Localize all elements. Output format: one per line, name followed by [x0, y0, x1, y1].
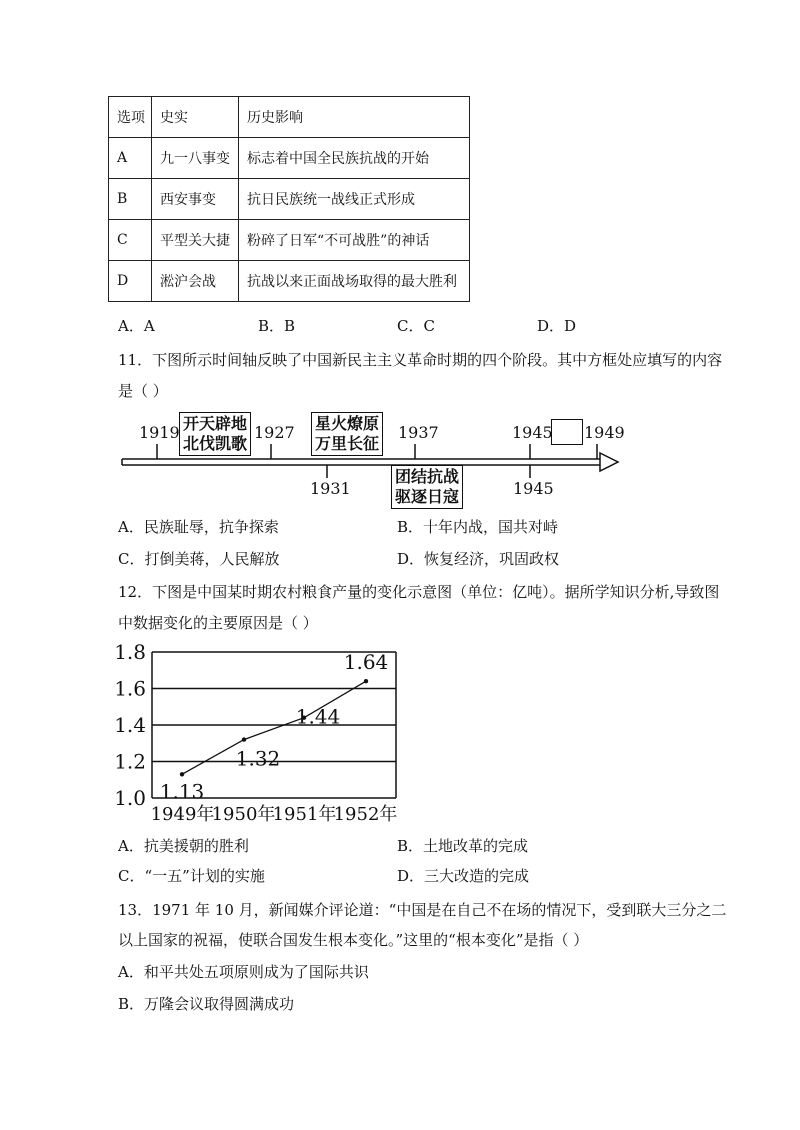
y-tick-label: 1.6 — [114, 676, 146, 701]
timeline-year: 1945 — [513, 479, 554, 498]
table-cell: 粉碎了日军“不可战胜”的神话 — [239, 220, 470, 261]
y-tick-label: 1.8 — [114, 640, 146, 664]
table-header-cell: 选项 — [109, 97, 152, 138]
table-row — [109, 179, 470, 220]
timeline-blank-box[interactable] — [551, 419, 583, 445]
q10-option-d[interactable]: D．D — [537, 317, 577, 335]
data-point — [180, 772, 184, 776]
table-cell: 标志着中国全民族抗战的开始 — [239, 138, 470, 179]
q11-option-d[interactable]: D．恢复经济，巩固政权 — [397, 550, 560, 568]
table-cell: D — [109, 261, 152, 302]
y-tick-label: 1.4 — [114, 713, 146, 737]
data-point — [364, 679, 368, 683]
y-tick-label: 1.2 — [114, 749, 146, 774]
data-label: 1.44 — [295, 704, 341, 729]
q10-option-c[interactable]: C．C — [397, 317, 435, 335]
timeline-box-line: 北伐凯歌 — [183, 434, 248, 453]
timeline-box-stage2 — [311, 412, 383, 456]
table-header-cell: 历史影响 — [239, 97, 470, 138]
x-tick-label: 1951年 — [272, 804, 337, 825]
q11-option-a[interactable]: A．民族耻辱，抗争探索 — [118, 518, 279, 536]
timeline-box-line: 团结抗战 — [395, 467, 460, 486]
timeline-box-line: 开天辟地 — [183, 414, 248, 433]
q10-option-a[interactable]: A．A — [118, 317, 155, 335]
q11-option-c[interactable]: C．打倒美蒋，人民解放 — [118, 550, 280, 568]
q12-stem-line1: 12．下图是中国某时期农村粮食产量的变化示意图（单位：亿吨）。据所学知识分析,导致图 — [118, 583, 720, 601]
table-cell: C — [109, 220, 152, 261]
x-tick-label: 1952年 — [333, 804, 398, 825]
q11-option-b[interactable]: B．十年内战，国共对峙 — [397, 518, 559, 536]
q11-stem-line2: 是（ ） — [118, 382, 168, 400]
table-row — [109, 261, 470, 302]
timeline-box-stage1 — [179, 412, 251, 456]
q12-option-c[interactable]: C．“一五”计划的实施 — [118, 867, 265, 885]
table-header-row — [109, 97, 470, 138]
table-cell: A — [109, 138, 152, 179]
q12-option-a[interactable]: A．抗美援朝的胜利 — [118, 837, 249, 855]
table-header-cell: 史实 — [152, 97, 239, 138]
data-label: 1.64 — [343, 650, 389, 675]
timeline-year: 1945 — [512, 423, 553, 442]
x-tick-label: 1950年 — [211, 804, 276, 825]
timeline-year: 1931 — [310, 479, 351, 498]
table-cell: 抗战以来正面战场取得的最大胜利 — [239, 261, 470, 302]
timeline-year: 1949 — [584, 423, 625, 442]
table-row — [109, 220, 470, 261]
history-table — [108, 96, 470, 302]
timeline-box-line: 万里长征 — [315, 434, 380, 453]
table-cell: 九一八事变 — [152, 138, 239, 179]
q12-option-b[interactable]: B．土地改革的完成 — [397, 837, 529, 855]
data-point — [242, 737, 246, 741]
table-cell: 平型关大捷 — [152, 220, 239, 261]
q10-option-b[interactable]: B．B — [258, 317, 296, 335]
x-tick-label: 1949年 — [150, 804, 215, 825]
timeline-box-line: 星火燎原 — [315, 414, 380, 433]
table-row — [109, 138, 470, 179]
timeline-box-stage3 — [391, 465, 463, 509]
y-tick-label: 1.0 — [114, 786, 146, 810]
q12-stem-line2: 中数据变化的主要原因是（ ） — [118, 614, 318, 632]
q13-option-a[interactable]: A．和平共处五项原则成为了国际共识 — [118, 963, 369, 981]
q12-option-d[interactable]: D．三大改造的完成 — [397, 867, 530, 885]
timeline-year: 1927 — [254, 423, 295, 442]
data-label: 1.13 — [159, 779, 205, 804]
data-label: 1.32 — [235, 746, 281, 771]
table-cell: 抗日民族统一战线正式形成 — [239, 179, 470, 220]
q13-option-b[interactable]: B．万隆会议取得圆满成功 — [118, 995, 295, 1013]
timeline-year: 1937 — [398, 423, 439, 442]
table-cell: B — [109, 179, 152, 220]
table-cell: 西安事变 — [152, 179, 239, 220]
timeline-box-line: 驱逐日寇 — [395, 487, 460, 506]
timeline-year: 1919 — [139, 423, 180, 442]
q13-stem-line2: 以上国家的祝福，使联合国发生根本变化。”这里的“根本变化”是指（ ） — [118, 931, 589, 949]
table-cell: 淞沪会战 — [152, 261, 239, 302]
q11-stem-line1: 11．下图所示时间轴反映了中国新民主主义革命时期的四个阶段。其中方框处应填写的内容 — [118, 351, 723, 369]
q13-stem-line1: 13．1971 年 10 月，新闻媒介评论道：“中国是在自己不在场的情况下，受到联大三分之二 — [118, 901, 727, 919]
grain-line-chart — [0, 630, 460, 830]
